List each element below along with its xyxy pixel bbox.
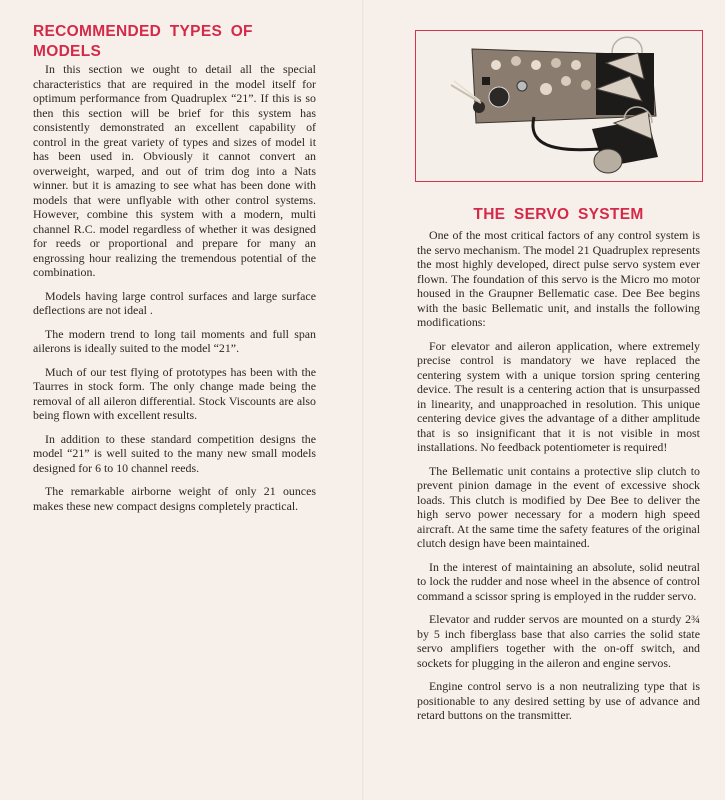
paragraph: Models having large control surfaces and large surface deflections are not ideal . [33, 288, 316, 317]
paragraph: In the interest of maintaining an absolute, solid neutral to lock the rudder and nose wheel in the absence of control command a scissor spring is employed in the rudder servo. [417, 559, 700, 603]
paragraph: The modern trend to long tail moments and full span ailerons is ideally suited to the model “21”. [33, 326, 316, 355]
servo-unit-photo [416, 31, 702, 181]
paragraph: For elevator and aileron application, where extremely precise control is mandatory we have replaced the centering system with a unique torsion spring centering device. The result is a centering action that is unsurpassed in linearity, and unapproached in resolution. This unique centering device gives the advantage of a dither amplitude that is so insignificant that it is not visible in most installations. No feedback potentiometer is required! [417, 338, 700, 454]
recommended-types-heading: RECOMMENDED TYPES OF MODELS [33, 23, 253, 60]
right-column [417, 205, 700, 732]
paragraph: Much of our test flying of prototypes has been with the Taurres in stock form. The only change made being the removal of all aileron differential. Stock Viscounts are also being flown with excellent results. [33, 364, 316, 422]
paragraph: In addition to these standard competition designs the model “21” is well suited to the many new small models designed for 6 to 10 channel reeds. [33, 431, 316, 475]
paragraph: Engine control servo is a non neutralizing type that is positionable to any desired setting by use of advance and retard buttons on the transmitter. [417, 679, 700, 722]
servo-photo-frame [415, 30, 703, 182]
paragraph: In this section we ought to detail all the special characteristics that are required in the model itself for optimum performance from Quadruplex “21”. If this is so then this section will be brief for this system has consistently demonstrated an excellent capability of control in the great variety of types and sizes of model it has been used in. Obviously it cannot convert an overweight, warped, and out of trim dog into a Nats winner. but it is amazing to see what has been done with models that were unflyable with other control systems. However, combine this system with a modern, multi channel R.C. model regardless of whether it was designed for reeds or proportional and prepare for many an engrossing hour realizing the tremendous potential of the combination. [33, 62, 316, 279]
paragraph: The remarkable airborne weight of only 21 ounces makes these new compact designs completely practical. [33, 484, 316, 513]
paragraph: One of the most critical factors of any control system is the servo mechanism. The model 21 Quadruplex represents the most highly developed, direct pulse servo system ever flown. The foundation of this servo is the Micro mo motor housed in the Graupner Bellematic case. Dee Bee begins with the basic Bellematic unit, and installs the following modifications: [417, 228, 700, 329]
paragraph: Elevator and rudder servos are mounted on a sturdy 2¾ by 5 inch fiberglass base that also carries the solid state servo amplifiers together with the on-off switch, and sockets for plugging in the aileron and engine servos. [417, 612, 700, 670]
page-fold [362, 0, 364, 800]
servo-system-heading: THE SERVO SYSTEM [473, 206, 644, 223]
paragraph: The Bellematic unit contains a protective slip clutch to prevent pinion damage in the event of excessive shock loads. This clutch is modified by Dee Bee to deliver the high servo power necessary for a modern high speed aircraft. At the same time the safety features of the original clutch design have been maintained. [417, 463, 700, 550]
left-column [33, 22, 316, 522]
